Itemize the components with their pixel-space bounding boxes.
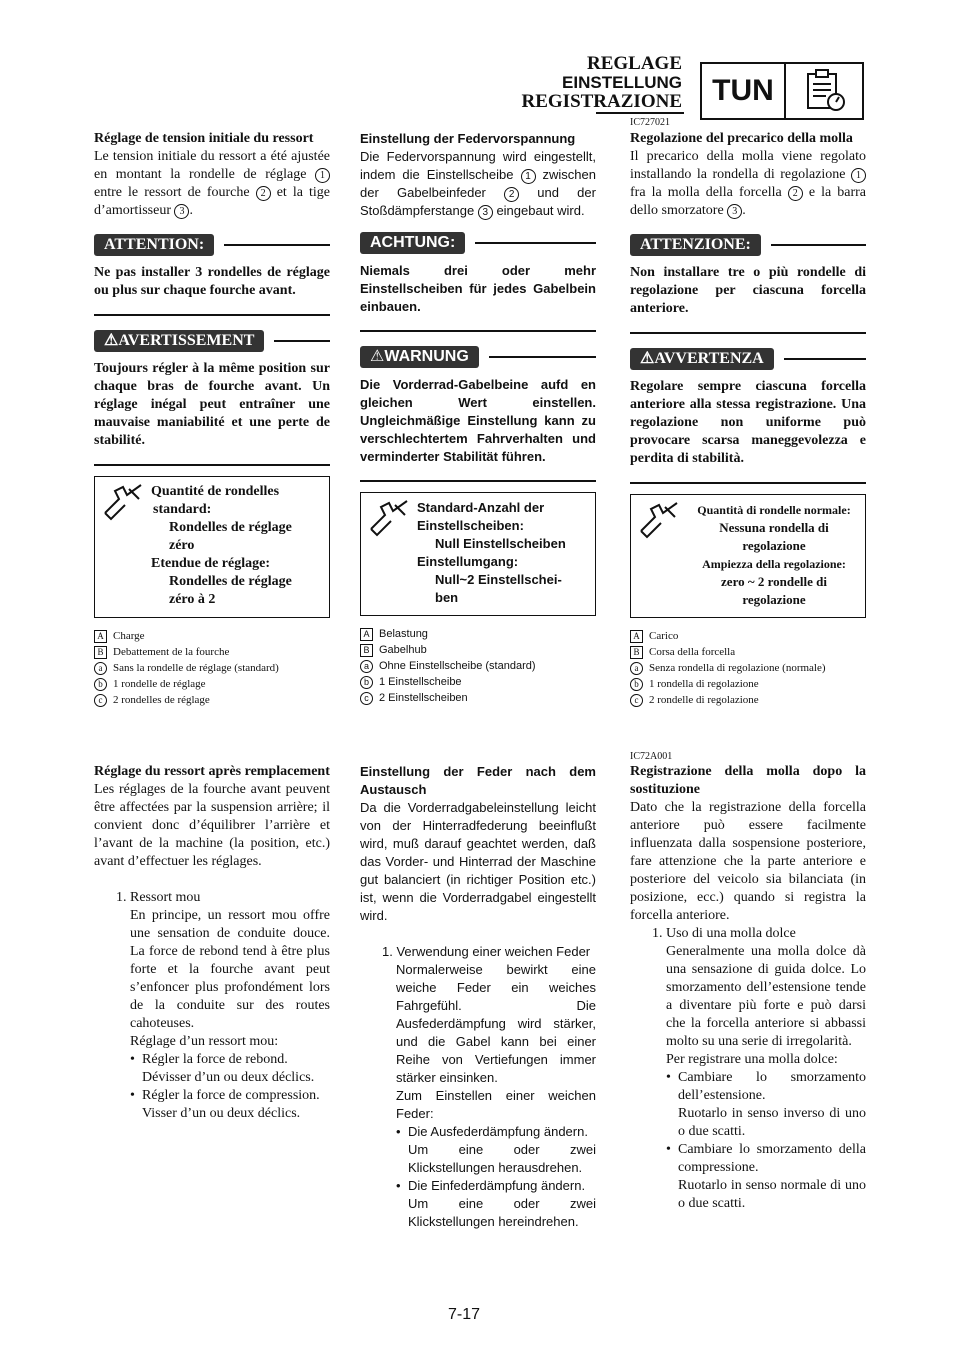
it-bottom-column bbox=[630, 763, 866, 1213]
de-body2: Da die Vorderradgabeleinstellung leicht von der Hinterradfederung beeinflußt wird, muß darauf geachtet werden, daß das Vorder- und Hinterrad der Maschine gut balanciert (in richtiger Position etc.) ist, wenn die Vorderradgabel eingestellt wird. bbox=[360, 800, 596, 923]
it-bullet-1: • Cambiare lo smorzamento dell’estensione. bbox=[666, 1070, 866, 1103]
fr-bottom-column bbox=[94, 763, 330, 1123]
wrench-icon bbox=[631, 495, 687, 617]
it-warning-text: Regolare sempre ciascuna forcella anteriore alla stessa registrazione. Una regolazione non uniforme può provocare scarsa maneggevolezza e perdita di stabilità. bbox=[630, 379, 866, 466]
fr-heading2: Réglage du ressort après remplacement bbox=[94, 764, 330, 779]
de-legend: A Belastung B Gabelhub a Ohne Einstellscheibe (standard) b 1 Einstellscheibe c 2 Einstellscheiben bbox=[360, 626, 596, 706]
it-body: Il precarico della molla viene regolato installando la rondella di regolazione 1 fra la molla della forcella 2 e la barra dello smorzatore 3 . bbox=[630, 149, 867, 218]
de-spec-box: Standard-Anzahl der Einstellscheiben: Null Einstellscheiben Einstellumgang: Null~2 Einstellschei- ben bbox=[360, 492, 596, 616]
warning-badge: ⚠WARNUNG bbox=[360, 346, 479, 368]
tab-label: TUN bbox=[702, 64, 786, 118]
doc-code: IC727021 bbox=[630, 117, 670, 128]
de-heading: Einstellung der Federvorspannung bbox=[360, 131, 576, 146]
de-item1-sub: Zum Einstellen einer weichen Feder: bbox=[396, 1088, 596, 1121]
fr-bullet-1: • Régler la force de rebond. bbox=[130, 1052, 288, 1067]
it-legend: A Carico B Corsa della forcella a Senza rondella di regolazione (normale) b 1 rondella di regolazione c 2 rondelle di regolazione bbox=[630, 628, 866, 708]
fr-item1-body: En principe, un ressort mou offre une sensation de conduite douce. La force de rebond tend à être plus forte et la fourche avant peut s’enfoncer plus profondément lors de la conduite sur des routes cahoteuses. bbox=[130, 908, 330, 1031]
de-bullet-1-sub: Um eine oder zwei Klickstellungen herausdrehen. bbox=[408, 1142, 596, 1175]
it-bullet-1-sub: Ruotarlo in senso inverso di uno o due scatti. bbox=[678, 1106, 866, 1139]
fr-bullet-1-sub: Dévisser d’un ou deux déclics. bbox=[142, 1070, 315, 1085]
fr-item1-sub: Réglage d’un ressort mou: bbox=[130, 1034, 279, 1049]
fr-warning-header bbox=[94, 330, 330, 352]
it-item1-title: 1. Uso di una molla dolce bbox=[652, 926, 796, 941]
warning-badge: ⚠AVERTISSEMENT bbox=[94, 330, 264, 352]
caution-badge: ATTENTION: bbox=[94, 234, 214, 256]
it-body2: Dato che la registrazione della forcella anteriore può essere facilmente influenzata dalla sospensione posteriore, fare attenzione che la parte anteriore e posteriore del veicolo sia bilanciata (in posizione, ecc.) quando si registra la forcella anteriore. bbox=[630, 800, 866, 923]
warning-triangle-icon: ⚠ bbox=[104, 332, 119, 349]
fr-item1-title: 1. Ressort mou bbox=[116, 890, 201, 905]
it-bullet-2-sub: Ruotarlo in senso normale di uno o due scatti. bbox=[678, 1178, 866, 1211]
de-caution-text: Niemals drei oder mehr Einstellscheiben für jedes Gabelbein einbauen. bbox=[360, 263, 596, 314]
it-heading: Regolazione del precarico della molla bbox=[630, 131, 853, 146]
de-bullet-2: • Die Einfederdämpfung ändern. bbox=[396, 1178, 586, 1193]
de-warning-header bbox=[360, 346, 596, 368]
fr-body2: Les réglages de la fourche avant peuvent être affectées par la suspension arrière; il convient donc d’équilibrer l’arrière et l’avant de la machine (la position, etc.) avant d’effectuer les réglages. bbox=[94, 782, 330, 869]
warning-triangle-icon: ⚠ bbox=[370, 348, 385, 365]
it-caution-header bbox=[630, 234, 866, 256]
it-warning-header bbox=[630, 348, 866, 370]
doc-code: IC72A001 bbox=[630, 751, 673, 762]
title-it: REGISTRAZIONE bbox=[521, 91, 682, 112]
it-item1-sub: Per registrare una molla dolce: bbox=[666, 1052, 838, 1067]
it-top-column bbox=[630, 130, 866, 708]
de-top-column bbox=[360, 130, 596, 706]
de-bottom-column bbox=[360, 763, 596, 1231]
title-de: EINSTELLUNG bbox=[562, 73, 682, 92]
clipboard-stopwatch-icon bbox=[786, 64, 862, 118]
de-body: Die Federvorspannung wird eingestellt, indem die Einstellscheibe 1 zwischen der Gabelbeinfeder 2 und der Stoßdämpferstange 3 eingebaut wird. bbox=[360, 149, 596, 218]
fr-spec-box: Quantité de rondelles standard: Rondelles de réglage zéro Etendue de réglage: Rondelles de réglage zéro à 2 bbox=[94, 476, 330, 618]
it-heading2: Registrazione della molla dopo la sostituzione bbox=[630, 764, 866, 797]
fr-bullet-2: • Régler la force de compression. bbox=[130, 1088, 320, 1103]
wrench-icon bbox=[361, 493, 417, 615]
it-item1-body: Generalmente una molla dolce dà una sensazione di guida dolce. Lo smorzamento dell’estensione tende a diventare più forte e può darsi che la forcella anteriore si abbassi molto su una serie di irregolarità. bbox=[666, 944, 866, 1049]
de-item1-body: Normalerweise bewirkt eine weiche Feder ein weiches Fahrgefühl. Die Ausfederdämpfung wird stärker, und die Gabel kann bei einer Reihe von Vertiefungen immer stärker einsinken. bbox=[396, 962, 596, 1085]
fr-warning-text: Toujours régler à la même position sur chaque bras de fourche avant. Un réglage inégal peut entraîner une mauvaise maniabilité et une perte de stabilité. bbox=[94, 361, 330, 448]
fr-caution-header bbox=[94, 234, 330, 256]
it-spec-box: Quantità di rondelle normale: Nessuna rondella di regolazione Ampiezza della regolazione: zero ~ 2 rondelle di regolazione bbox=[630, 494, 866, 618]
de-warning-text: Die Vorderrad-Gabelbeine aufd en gleichen Wert einstellen. Ungleichmäßige Einstellung kann zu verschlechtertem Fahrverhalten und verminderter Stabilität führen. bbox=[360, 377, 596, 464]
fr-heading: Réglage de tension initiale du ressort bbox=[94, 131, 314, 146]
warning-triangle-icon: ⚠ bbox=[640, 350, 655, 367]
fr-body: Le tension initiale du ressort a été ajustée en montant la rondelle de réglage 1 entre le ressort de fourche 2 et la tige d’amortisseur 3 . bbox=[94, 149, 331, 218]
section-titles bbox=[522, 54, 683, 111]
caution-badge: ACHTUNG: bbox=[360, 232, 465, 254]
de-caution-header bbox=[360, 232, 596, 254]
warning-badge: ⚠AVVERTENZA bbox=[630, 348, 774, 370]
fr-caution-text: Ne pas installer 3 rondelles de réglage ou plus sur chaque fourche avant. bbox=[94, 265, 330, 298]
de-heading2: Einstellung der Feder nach dem Austausch bbox=[360, 764, 596, 797]
de-bullet-2-sub: Um eine oder zwei Klickstellungen hereindrehen. bbox=[408, 1196, 596, 1229]
fr-legend: A Charge B Debattement de la fourche a Sans la rondelle de réglage (standard) b 1 rondelle de réglage c 2 rondelles de réglage bbox=[94, 628, 330, 708]
page-number: 7-17 bbox=[448, 1306, 481, 1323]
caution-badge: ATTENZIONE: bbox=[630, 234, 761, 256]
fr-top-column bbox=[94, 130, 330, 708]
de-bullet-1: • Die Ausfederdämpfung ändern. bbox=[396, 1124, 588, 1139]
title-fr: REGLAGE bbox=[586, 53, 682, 74]
header-rule bbox=[596, 112, 684, 114]
it-caution-text: Non installare tre o più rondelle di regolazione per ciascuna forcella anteriore. bbox=[630, 265, 866, 316]
fr-bullet-2-sub: Visser d’un ou deux déclics. bbox=[142, 1106, 301, 1121]
it-bullet-2: • Cambiare lo smorzamento della compressione. bbox=[666, 1142, 866, 1175]
section-tab bbox=[700, 62, 864, 120]
wrench-icon bbox=[95, 477, 151, 617]
de-item1-title: 1. Verwendung einer weichen Feder bbox=[382, 944, 591, 959]
